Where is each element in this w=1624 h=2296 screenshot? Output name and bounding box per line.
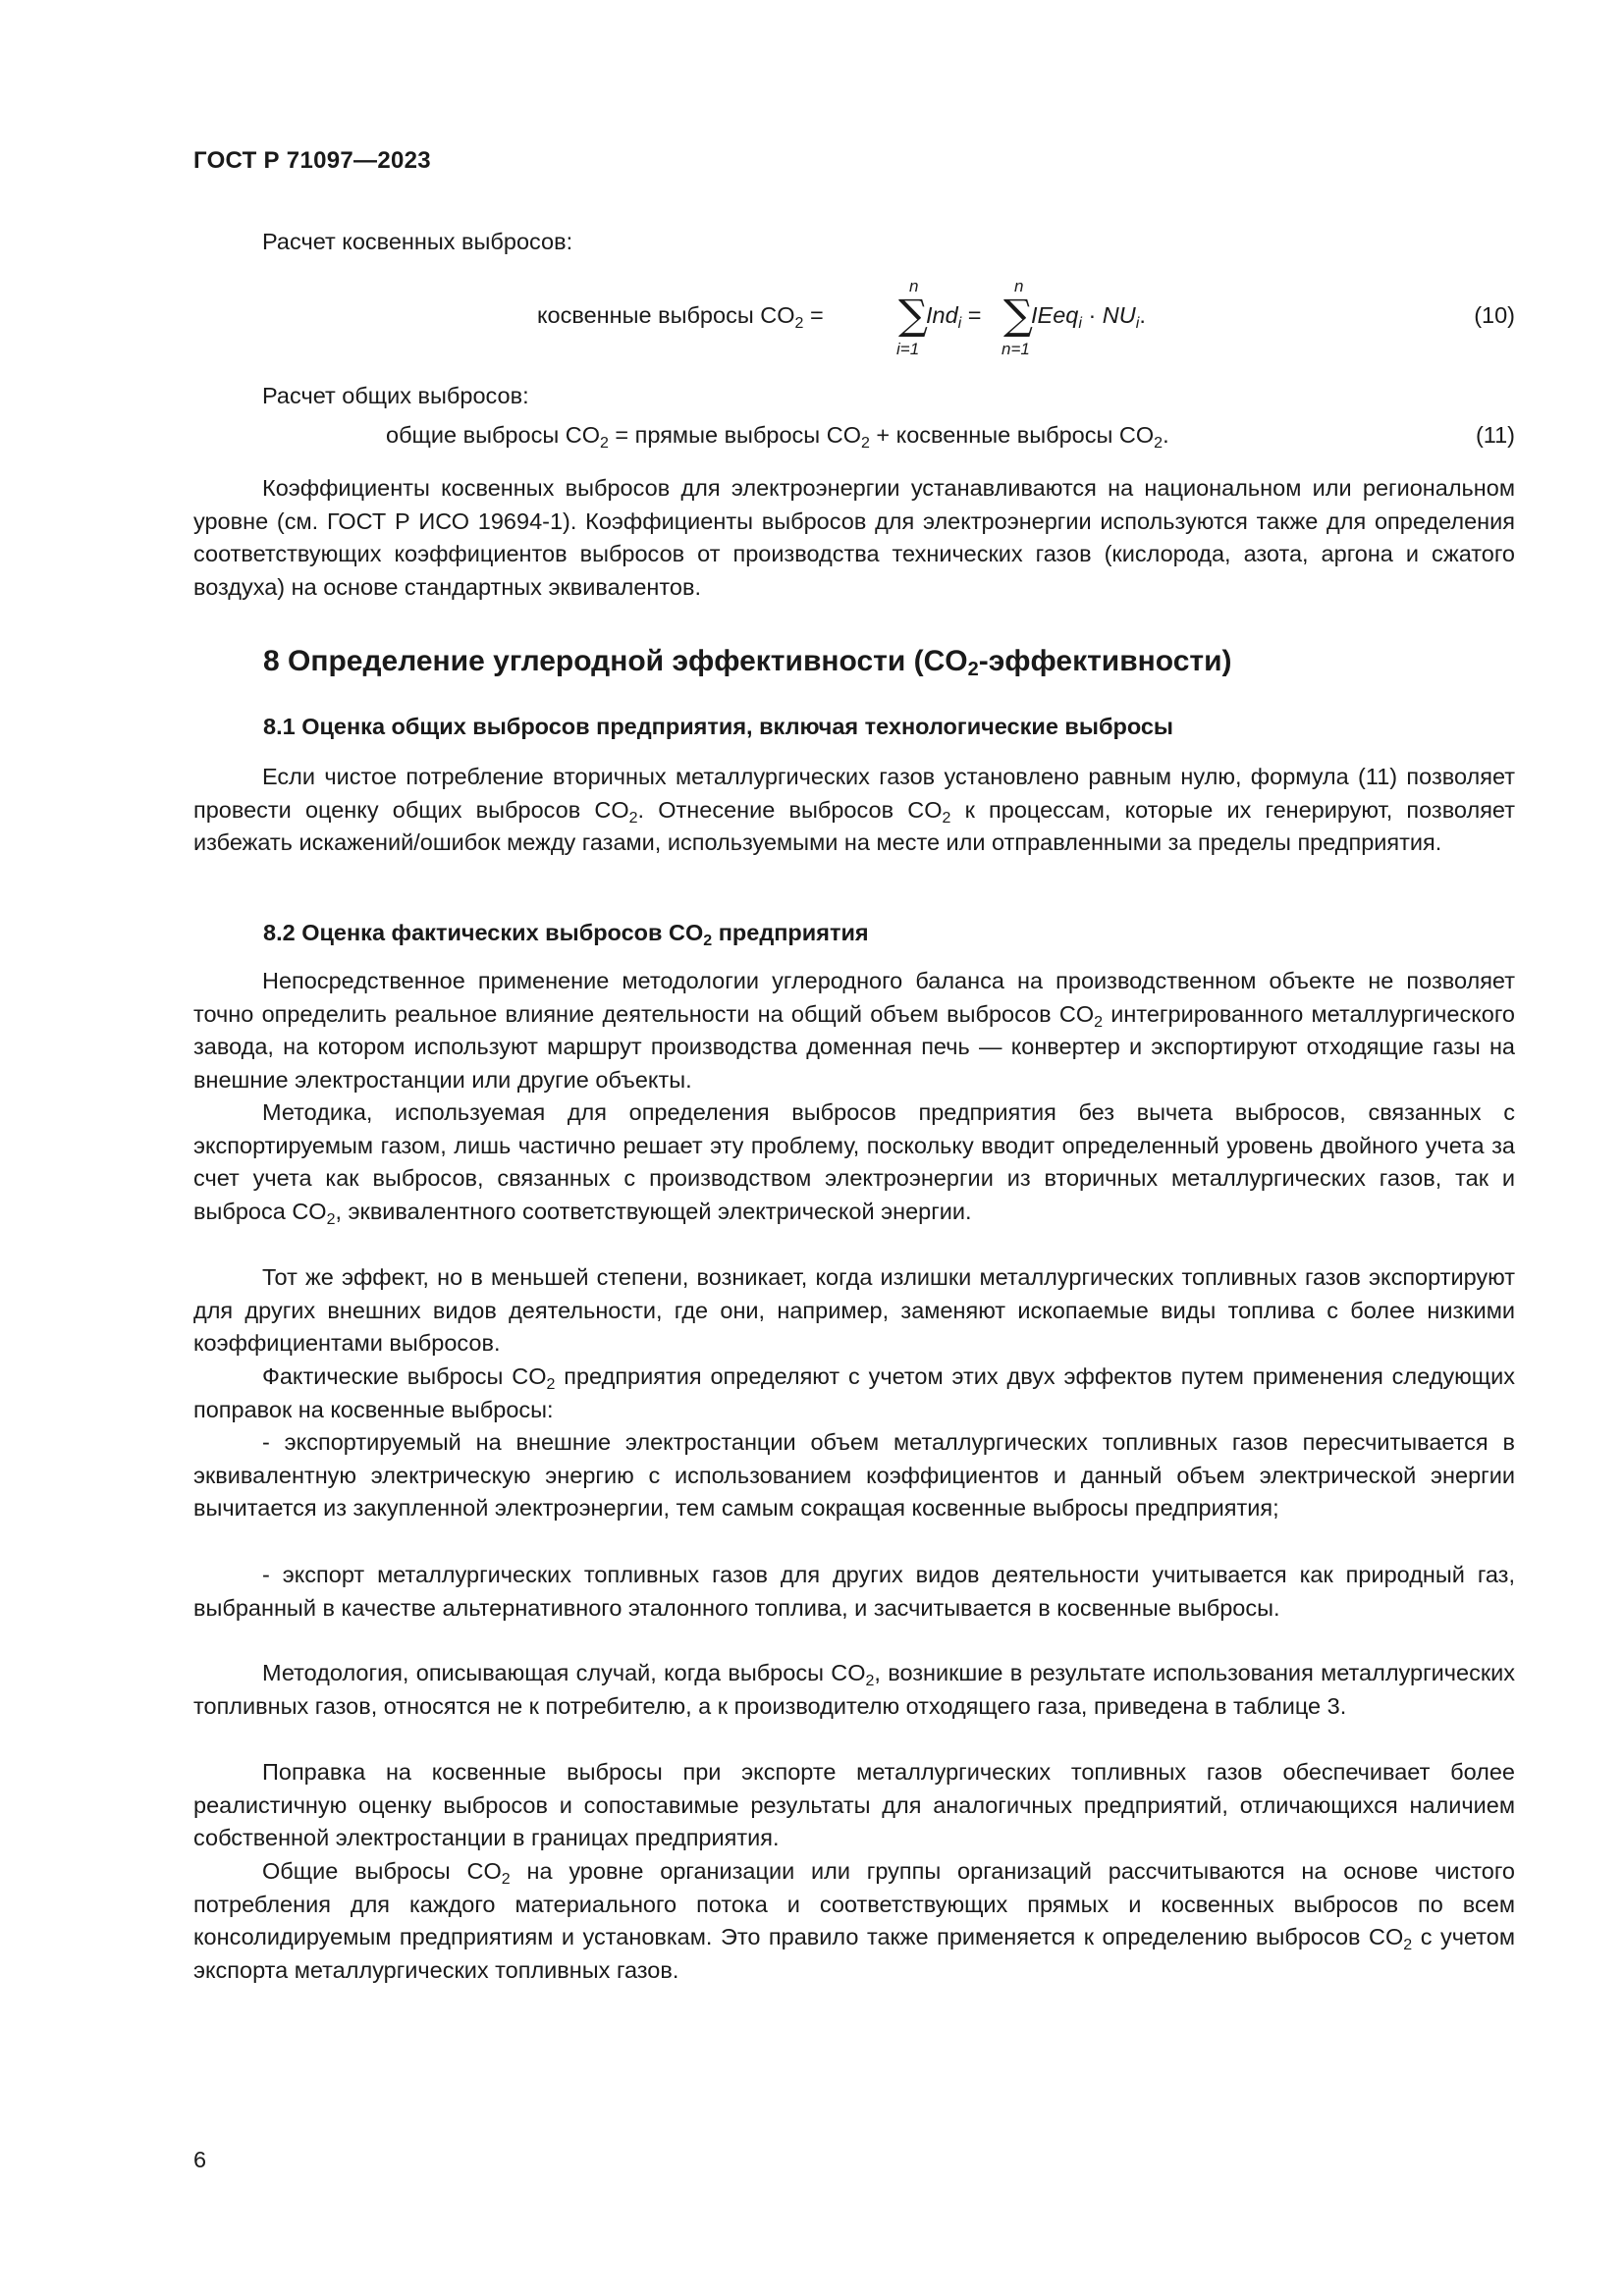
section-8-2-paragraph-7 [193,1657,1515,1723]
section-8-2-title [263,920,869,949]
p1-sub: 2 [1094,1013,1104,1031]
formula-10-dot: · [1088,302,1097,328]
formula-10-eq1: = [809,302,824,328]
s81-text-b: . Отнесение выбросов CO [637,796,943,823]
formula-10-lower1: i=1 [896,340,920,358]
p9-text-b: на уровне организации или группы организаций рассчитываются на основе чистого потребления для каждого материального потока и соответствующих прямых и косвенных выбросов по всем консолидируемым предприятиям и установкам. Это правило также применяется к определению выбросов CO [193,1858,1515,1949]
formula-10-lower2: n=1 [1001,340,1030,358]
s81-text-c: к процессам, которые их генерируют, позволяет избежать искажений/ошибок между газами, используемыми на месте или отправленными за пределы предприятия. [193,796,1515,855]
document-header: ГОСТ Р 71097—2023 [193,147,431,174]
p4-text-a: Фактические выбросы CO [262,1363,547,1389]
formula-10-period: . [1139,302,1146,328]
formula-10-term1-sub: i [957,315,962,332]
s81-sub-a: 2 [628,809,638,827]
formula-11-sub1: 2 [599,435,609,452]
formula-11-sub3: 2 [1154,435,1164,452]
p1-text-b: интегрированного металлургического завода, на котором используют маршрут производства доменная печь — конвертер и экспортируют отходящие газы на внешние электростанции или другие объекты. [193,1000,1515,1093]
formula-10-number: (10) [1474,302,1515,328]
formula-10-lhs-sub: 2 [794,315,804,332]
section-8-2-paragraph-3: Тот же эффект, но в меньшей степени, возникает, когда излишки металлургических топливных газов экспортируют для других внешних видов деятельности, где они, например, заменяют ископаемые виды топлива с более низкими коэффициентами выбросов. [193,1264,1515,1356]
list-item-gas-export: - экспорт металлургических топливных газов для других видов деятельности учитывается как природный газ, выбранный в качестве альтернативного эталонного топлива, и засчитывается в косвенные выбросы. [193,1562,1515,1621]
section-8-1-paragraph [193,761,1515,860]
formula-10-sigma2: ∑ [1003,291,1033,339]
section-8-title-sub: 2 [967,659,979,680]
formula-10-term1: Ind [926,302,958,328]
p9-text-c: с учетом экспорта металлургических топливных газов. [193,1924,1515,1983]
formula-10-sigma1: ∑ [898,291,928,339]
list-item-electricity-export: - экспортируемый на внешние электростанции объем металлургических топливных газов пересчитывается в эквивалентную электрическую энергию с использованием коэффициентов и данный объем электрической энергии вычитается из закупленной электроэнергии, тем самым сокращая косвенные выбросы предприятия; [193,1429,1515,1521]
s82-title-a: 8.2 Оценка фактических выбросов CO [263,920,704,945]
section-8-1-title: 8.1 Оценка общих выбросов предприятия, включая технологические выбросы [263,714,1173,739]
formula-10-term3: NU [1102,302,1136,328]
section-8-2-paragraph-8: Поправка на косвенные выбросы при экспорте металлургических топливных газов обеспечивает более реалистичную оценку выбросов и сопоставимые результаты для аналогичных предприятий, отличающихся наличием собственной электростанции в границах предприятия. [193,1759,1515,1850]
formula-10-term2-sub: i [1078,315,1082,332]
section-8-2-paragraph-1 [193,965,1515,1096]
section-8-2-paragraph-2 [193,1096,1515,1228]
p2-text-b: , эквивалентного соответствующей электрической энергии. [335,1198,972,1224]
formula-11-part3: + косвенные выбросы CO [869,422,1155,448]
formula-10-upper1: n [909,277,919,295]
p9-sub-b: 2 [1403,1937,1413,1953]
p2-sub: 2 [326,1210,336,1228]
p4-sub: 2 [546,1376,556,1393]
s81-text-a: Если чистое потребление вторичных металлургических газов установлено равным нулю, формула (11) позволяет провести оценку общих выбросов CO [193,764,1515,823]
section-8-title [263,645,1232,678]
s82-title-b: предприятия [712,920,869,945]
page-number: 6 [193,2147,207,2172]
formula-10-lhs: косвенные выбросы CO [537,302,795,328]
formula-11-number: (11) [1475,422,1515,448]
formula-10-term2: IEeq [1031,302,1079,328]
formula-11-sub2: 2 [860,435,870,452]
s81-sub-b: 2 [942,809,951,827]
section-8-title-b: -эффективности) [978,645,1232,677]
formula-11-part2: = прямые выбросы CO [608,422,861,448]
formula-10-eq2: = [967,302,982,328]
indirect-calc-label: Расчет косвенных выбросов: [262,229,573,254]
section-8-2-paragraph-4 [193,1361,1515,1426]
section-8-2-paragraph-9 [193,1855,1515,1987]
formula-11-end: . [1163,422,1169,448]
formula-10 [193,275,1515,373]
coefficients-paragraph: Коэффициенты косвенных выбросов для электроэнергии устанавливаются на национальном или региональном уровне (см. ГОСТ Р ИСО 19694-1). Коэффициенты выбросов для электроэнергии используются также для определения соответствующих коэффициентов выбросов от производства технических газов (кислорода, азота, аргона и сжатого воздуха) на основе стандартных эквивалентов. [193,475,1515,600]
p1-text-a: Непосредственное применение методологии углеродного баланса на производственном объекте не позволяет точно определить реальное влияние деятельности на общий объем выбросов CO [193,968,1515,1027]
formula-11 [193,422,1515,461]
formula-10-upper2: n [1014,277,1024,295]
section-8-title-a: 8 Определение углеродной эффективности (CO [263,645,968,677]
s82-title-sub: 2 [703,933,713,949]
p9-text-a: Общие выбросы CO [262,1858,502,1884]
p4-text-b: предприятия определяют с учетом этих двух эффектов путем применения следующих поправок на косвенные выбросы: [193,1363,1515,1422]
formula-11-part1: общие выбросы CO [386,422,600,448]
p9-sub-a: 2 [501,1871,511,1888]
p7-text-b: , возникшие в результате использования металлургических топливных газов, относятся не к потребителю, а к производителю отходящего газа, приведена в таблице 3. [193,1660,1516,1719]
total-calc-label: Расчет общих выбросов: [262,383,529,408]
p7-text-a: Методология, описывающая случай, когда выбросы CO [262,1660,866,1685]
formula-10-term3-sub: i [1135,315,1140,332]
p2-text-a: Методика, используемая для определения выбросов предприятия без вычета выбросов, связанных с экспортируемым газом, лишь частично решает эту проблему, поскольку вводит определенный уровень двойного учета за счет учета как выбросов, связанных с производством электроэнергии из вторичных металлургических газов, так и выброса CO [193,1099,1515,1224]
p7-sub: 2 [865,1673,875,1689]
